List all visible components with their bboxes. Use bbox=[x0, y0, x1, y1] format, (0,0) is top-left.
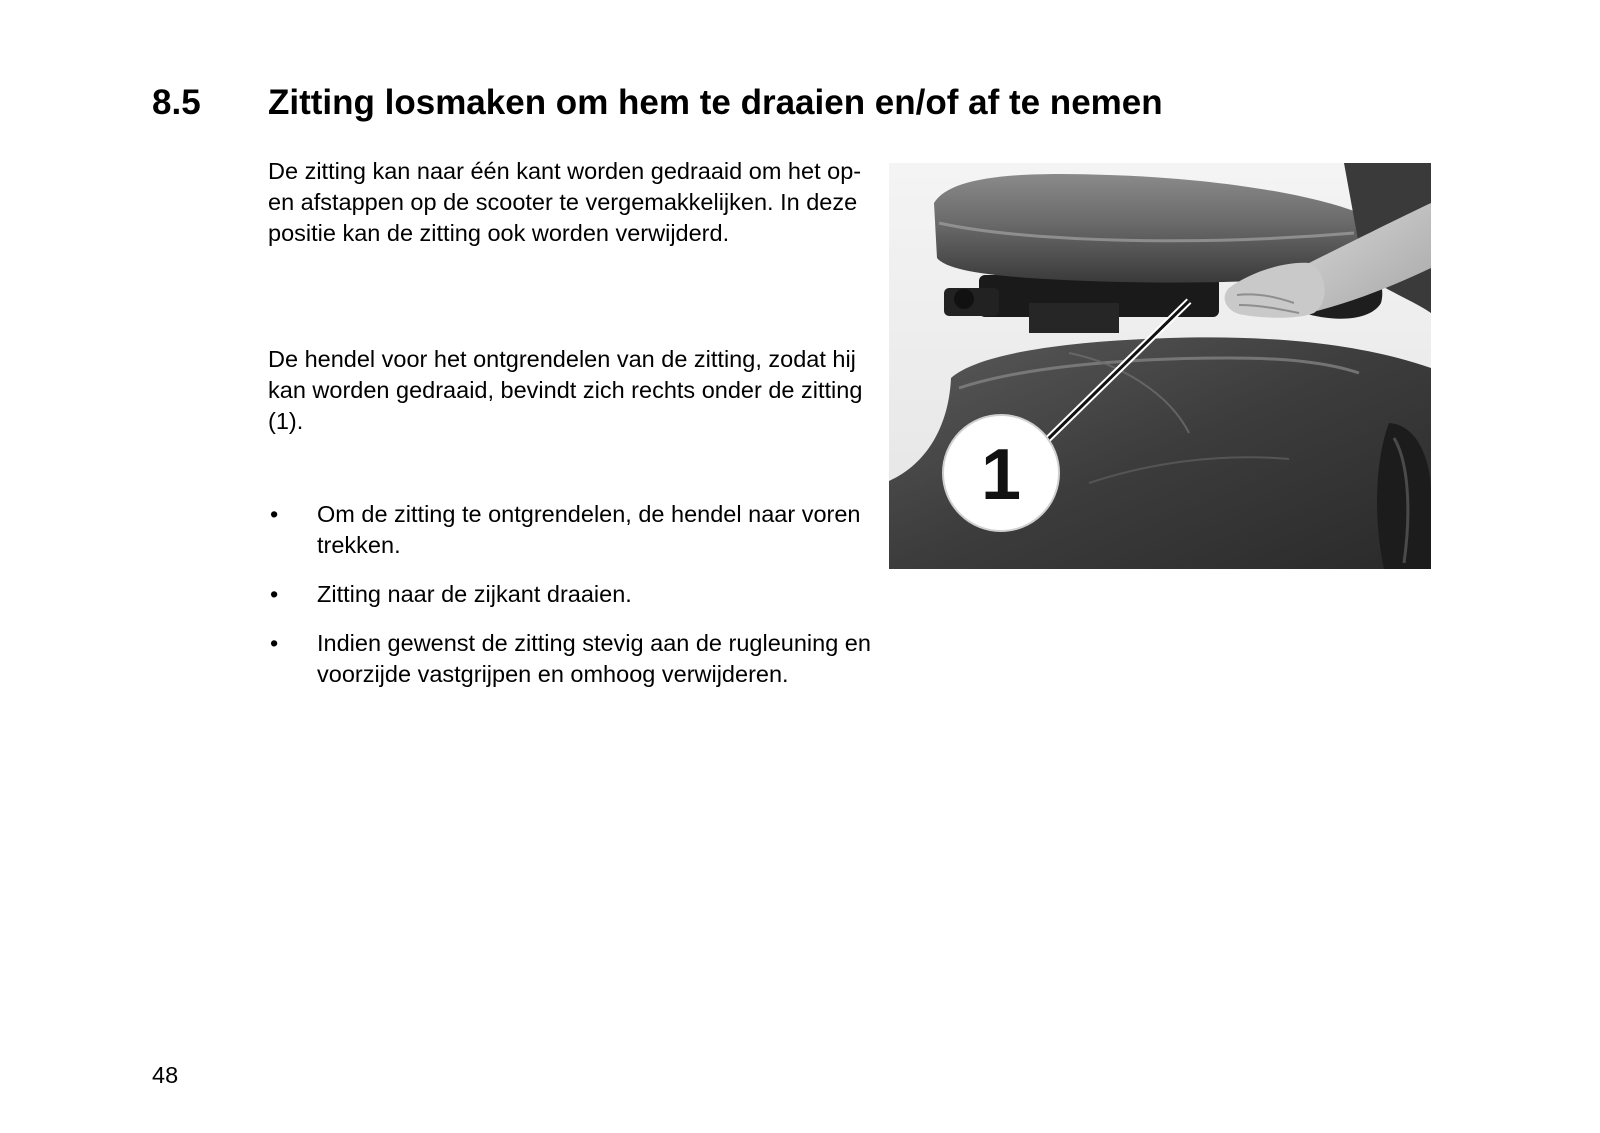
page-number: 48 bbox=[152, 1062, 179, 1088]
lever-location-paragraph: De hendel voor het ontgrendelen van de zitting, zodat hij kan worden gedraaid, bevindt zich rechts onder de zitting (1). bbox=[268, 346, 863, 434]
list-item bbox=[268, 499, 878, 561]
instruction-list bbox=[268, 499, 878, 708]
callout-label: 1 bbox=[980, 435, 1022, 515]
seat-release-photo bbox=[889, 163, 1431, 569]
section-number: 8.5 bbox=[152, 83, 201, 122]
list-item bbox=[268, 579, 878, 610]
bullet-icon: • bbox=[270, 630, 279, 656]
seat-bolt-shape bbox=[954, 289, 974, 309]
bullet-icon: • bbox=[270, 581, 279, 607]
list-item-text: Zitting naar de zijkant draaien. bbox=[317, 581, 632, 607]
seat-post-shape bbox=[1029, 303, 1119, 333]
section-title: Zitting losmaken om hem te draaien en/of af te nemen bbox=[268, 83, 1163, 122]
list-item-text: Om de zitting te ontgrendelen, de hendel naar voren trekken. bbox=[317, 501, 861, 558]
list-item-text: Indien gewenst de zitting stevig aan de rugleuning en voorzijde vastgrijpen en omhoog verwijderen. bbox=[317, 630, 871, 687]
intro-paragraph: De zitting kan naar één kant worden gedraaid om het op- en afstappen op de scooter te vergemakkelijken. In deze positie kan de zitting ook worden verwijderd. bbox=[268, 158, 862, 246]
section-heading bbox=[152, 78, 1452, 128]
list-item bbox=[268, 628, 878, 690]
bullet-icon: • bbox=[270, 501, 279, 527]
